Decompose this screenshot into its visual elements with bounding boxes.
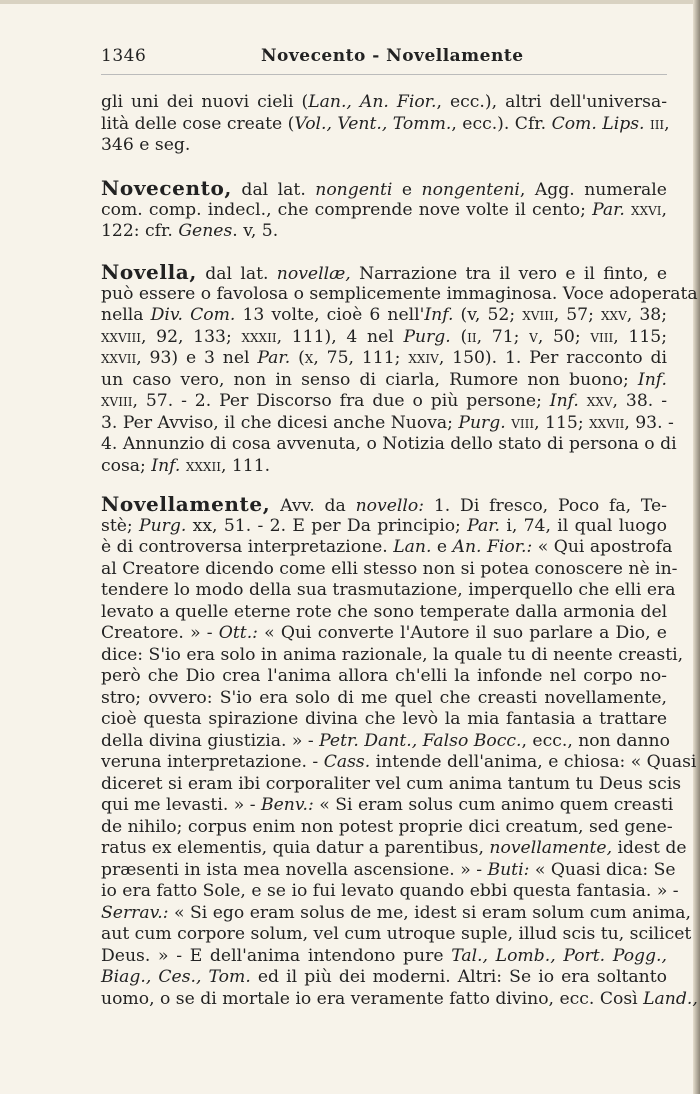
text-line: veruna interpretazione. - Cass. intende dell'anima, e chiosa: « Quasi [101,752,697,772]
text-line: stè; Purg. xx, 51. - 2. E per Da principio; Par. i, 74, il qual luogo [101,515,668,536]
text-line: è di controversa interpretazione. Lan. e An. Fior.: « Qui apostrofa [101,537,673,557]
text-line: Biag., Ces., Tom. ed il più dei moderni. Altri: Se io era soltanto [101,967,667,987]
headword: Novecento, [101,176,232,200]
text-line: tendere lo modo della sua trasmutazione, imperquello che elli era [101,580,676,600]
text-line: stro; ovvero: S'io era solo di me quel che creasti novellamente, [101,687,667,708]
text-line: 3. Per Avviso, il che dicesi anche Nuova; Purg. viii, 115; xxvii, 93. - [101,412,674,433]
running-header [101,46,667,68]
text-line: cioè questa spirazione divina che levò la mia fantasia a trattare [101,709,667,729]
text-line: de nihilo; corpus enim non potest proprie dici creatum, sed gene- [101,816,673,837]
text-line: può essere o favolosa o semplicemente immaginosa. Voce adoperata [101,283,698,304]
text-line: Creatore. » - Ott.: « Qui converte l'Autore il suo parlare a Dio, e [101,623,667,643]
text-line: nella Div. Com. 13 volte, cioè 6 nell'Inf. (v, 52; xviii, 57; xxv, 38; [101,305,668,325]
text-line: qui me levasti. » - Benv.: « Si eram solus cum animo quem creasti [101,795,674,815]
text-line: lità delle cose create (Vol., Vent., Tomm., ecc.). Cfr. Com. Lips. iii, [101,113,670,134]
headword: Novellamente, [101,492,271,516]
text-line: Novellamente, Avv. da novello: 1. Di fresco, Poco fa, Te- [101,492,667,516]
text-line: ratus ex elementis, quia datur a parentibus, novellamente, idest de [101,838,687,858]
text-line: diceret si eram ibi corporaliter vel cum anima tantum tu Deus scis [101,773,682,794]
text-line: Novella, dal lat. novellæ, Narrazione tra il vero e il finto, e [101,260,667,284]
text-line: cosa; Inf. xxxii, 111. [101,455,271,476]
text-line: præsenti in ista mea novella ascensione. » - Buti: « Quasi dica: Se [101,859,676,880]
entry-novellamente [101,492,698,1010]
running-title: Novecento - Novellamente [261,46,524,66]
text-line: un caso vero, non in senso di ciarla, Rumore non buono; Inf. [101,369,667,390]
page-number: 1346 [101,46,147,66]
text-line: gli uni dei nuovi cieli (Lan., An. Fior., ecc.), altri dell'universa- [101,92,668,112]
text-line: al Creatore dicendo come elli stesso non si potea conoscere nè in- [101,558,678,579]
text-line: però che Dio crea l'anima allora ch'elli la infonde nel corpo no- [101,666,667,686]
text-line: Serrav.: « Si ego eram solus de me, idest si eram solum cum anima, [101,902,691,923]
entry-continuation [101,92,670,157]
entry-novella [101,260,698,477]
text-line: com. comp. indecl., che comprende nove volte il cento; Par. xxvi, [101,199,667,220]
text-line: uomo, o se di mortale io era veramente fatto divino, ecc. Così Land., [101,988,698,1009]
text-line: 346 e seg. [101,135,191,155]
text-line: Deus. » - E dell'anima intendono pure Tal., Lomb., Port. Pogg., [101,945,667,966]
page-top-edge [0,0,700,4]
text-line: della divina giustizia. » - Petr. Dant., Falso Bocc., ecc., non danno [101,730,670,751]
text-line: levato a quelle eterne rote che sono temperate dalla armonia del [101,601,668,622]
text-line: io era fatto Sole, e se io fui levato quando ebbi questa fantasia. » - [101,881,679,901]
entry-novecento [101,178,667,243]
text-line: xxvii, 93) e 3 nel Par. (x, 75, 111; xxiv, 150). 1. Per racconto di [101,348,667,368]
text-line: xviii, 57. - 2. Per Discorso fra due o più persone; Inf. xxv, 38. - [101,391,667,411]
text-line: Novecento, dal lat. nongenti e nongenteni, Agg. numerale [101,176,667,200]
header-rule [101,74,667,75]
text-line: 4. Annunzio di cosa avvenuta, o Notizia dello stato di persona o di [101,434,677,454]
text-line: 122: cfr. Genes. v, 5. [101,221,279,241]
text-line: dice: S'io era solo in anima razionale, la quale tu di neente creasti, [101,644,684,665]
text-line: xxviii, 92, 133; xxxii, 111), 4 nel Purg. (ii, 71; v, 50; viii, 115; [101,326,667,347]
text-line: aut cum corpore solum, vel cum utroque suple, illud scis tu, scilicet [101,924,692,944]
headword: Novella, [101,260,197,284]
page-right-edge [693,0,700,1094]
